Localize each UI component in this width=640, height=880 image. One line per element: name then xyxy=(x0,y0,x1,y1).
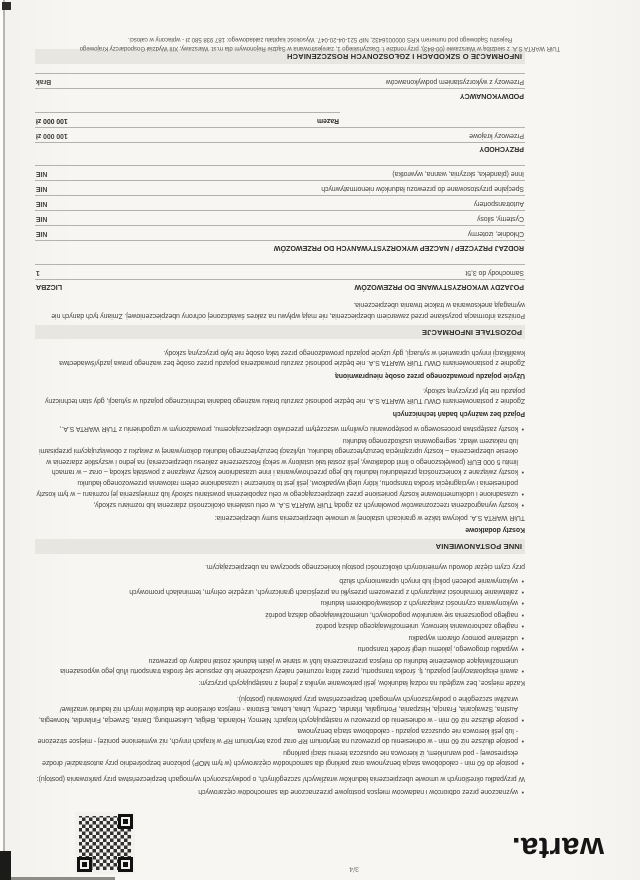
paragraph: Zgodnie z postanowieniami OWU TUiR WARTA S.A. nie będzie podnosić zarzutu braku ważnego badania technicznego pojazdu w sytuacji, gdy stan techniczny pojazdu nie był przyczyną szkody. xyxy=(45,387,525,405)
total-label: Razem xyxy=(317,116,339,124)
column-header: POJAZDY WYKORZYSTYWANE DO PRZEWOZÓW xyxy=(354,282,524,292)
bullet-item: • udzielanie pomocy ofiarom wypadku xyxy=(35,631,525,641)
row-label: Inne (plandeka, skrzynia, wanna, wywrotka) xyxy=(392,170,524,178)
paragraph: W przypadku określonych w umowie ubezpieczenia ładunków wrażliwych/ szczególnych, o podwyższonych wymogach bezpieczeństwa przy parkowania (postoju): xyxy=(36,774,525,782)
row-label: Samochody do 3,5t xyxy=(465,268,524,276)
qr-finder-icon xyxy=(118,857,133,872)
table-row xyxy=(35,127,525,142)
qr-finder-icon xyxy=(77,857,92,872)
footer-line: TUiR WARTA S.A. z siedzibą w Warszawie (00-843), przy rondzie I. Daszyńskiego 1, zarejestrowana w Sądzie Rejonowym dla m.st. Warszawy, XIII Wydział Gospodarczy Krajowego xyxy=(79,45,561,52)
bullet-item: • koszty wynagrodzenia rzeczoznawców powołanych za zgodą TUiR WARTA S.A. w celu ustalenia okoliczności zdarzenia lub rozmiaru szkody, xyxy=(35,499,525,509)
table-row xyxy=(35,180,525,195)
row-label: Autotransportery xyxy=(473,200,524,208)
row-label: Przewozy z wykorzystaniem podwykonawców xyxy=(385,77,524,85)
bullet-item: • koszty związane z koniecznością przeładunku ładunku lub jego przechowywania i inne uzasadnione koszty związane z powstałą szkodą – oraz – w ramach limitu 5 000 EUR (powiększonego o limit dodatkowy, jeśli został taki ustalony w sekcji Rozszerzenie zakresu ubezpieczenia) na jedno i wszystkie zdarzenia w okresie ubezpieczenia – koszty uprzątnięcia bezużytecznego ładunku, utylizacji bezużytecznego ładunku dokonywanej w związku z obowiązującymi przepisami lub nakazem władz, segregowania uszkodzonego ładunku xyxy=(35,434,525,476)
company-footer xyxy=(70,35,570,52)
qr-code-icon xyxy=(75,812,135,874)
paragraph: Poniższa informacja pozyskane przed zawarciem ubezpieczenia, nie mają wpływu na zakres świadczonej ochrony ubezpieczeniowej. Zmiany tych danych nie wymagają aneksowania w trakcie trwania ubezpieczenia. xyxy=(51,301,525,319)
column-header: PRZYCHODY xyxy=(479,145,524,155)
subsection-title: Koszty dodatkowe xyxy=(465,525,525,533)
bullet-item: • nagłego zachorowania kierowcy, uniemożliwiającego dalszą podróż xyxy=(35,620,525,630)
document-body xyxy=(35,44,525,796)
trailers-table xyxy=(35,166,525,255)
row-value: 100 000 zł xyxy=(36,131,68,139)
bullet-item: • postoje dłuższe niż 60 min - w odniesieniu do przewozu w następujących krajach: Niemcy, Holandia, Belgia, Luksemburg, Dania, Szwecja, Finlandia, Norwegia, Austria, Szwajcaria, Francja, Hiszpania, Portugalia, Irlandia, Czechy, Litwa, Łotwa, Estonia - miejsca określone dla ładunków innych niż ładunki wrażliwe/ wrażliwi szczególne o podwyższonych wymogach bezpieczeństwa przy parkowaniu (postoju). xyxy=(35,692,525,723)
table-header-row xyxy=(35,240,525,255)
row-value: NIE xyxy=(36,170,48,178)
table-row xyxy=(35,210,525,225)
table-row xyxy=(35,73,525,88)
section-band-claims: INFORMACJE O SZKODACH I ZGŁOSZONYCH ROSZCZENIACH xyxy=(35,49,525,64)
section-band-other-provisions: INNE POSTANOWIENIA xyxy=(35,539,525,554)
bullet-item: • koszty zastępstwa procesowego w postępowaniu cywilnym wszczętym przeciwko ubezpieczającemu, prowadzonym w uzgodnieniu z TUiR WARTA S.A., xyxy=(35,423,525,433)
bullet-item: • załatwianie formalności związanych z przewozem przesyłki na przejściach granicznych, urzędzie celnym, terminalach promowych xyxy=(35,586,525,596)
row-label: Przewozy krajowe xyxy=(469,131,524,139)
vehicles-table xyxy=(35,264,525,294)
table-row xyxy=(35,225,525,240)
row-value: 1 xyxy=(36,268,40,276)
table-header-row xyxy=(35,142,525,157)
table-total-row xyxy=(35,112,340,127)
bullet-item: • wykonywania czynności związanych z dostawą/odbiorem ładunku xyxy=(35,597,525,607)
bullet-item: • nagłego pogorszenia się warunków pogodowych, uniemożliwiającego dalszą podróż xyxy=(35,609,525,619)
subcontractors-table xyxy=(35,73,525,103)
row-label: Specjalne przystosowane do przewozu ładunków nienormatywnych xyxy=(321,185,524,193)
bullet-item: • awarii eksploatacyjnej pojazdu, tj. środka transportu, przez którą rozumieć należy uszkodzenie lub zepsucie się środka transportu i/lub jego wyposażenia uniemożliwiające dowiezienie ładunku do miejsca przeznaczenia lub/i w stanie w jakim ładunek został nadany do przewozu xyxy=(35,654,525,675)
row-value: NIE xyxy=(36,230,48,238)
paragraph: przy czym ciężar dowodu wymienionych okoliczności postoju koniecznego spoczywa na ubezpieczającym. xyxy=(205,563,525,571)
table-header-row xyxy=(35,279,525,294)
warta-logo: warta. xyxy=(511,831,604,866)
page-number: 3/4 xyxy=(349,865,359,872)
footer-line: Rejestru Sądowego pod numerem KRS 0000016432, NIP 521-04-20-047. Wysokość kapitału zakładowego: 187 938 580 zł - wpłacony w całości. xyxy=(127,36,513,44)
column-header: LICZBA xyxy=(36,282,63,292)
row-value: NIE xyxy=(36,215,48,223)
parking-rules-list xyxy=(35,692,525,767)
bullet-item: • postoje do 60 min - całodobowa stacja benzynowa oraz parkingi dla samochodów ciężarowych (w tym MOP) położone bezpośrednio przy autostradzie/ drodze ekspresowej - pod warunkiem, iż kierowca nie opuszcza terenu stacji parkingu xyxy=(35,746,525,767)
column-header: PODWYKONAWCY xyxy=(459,91,524,101)
row-value: NIE xyxy=(36,200,48,208)
parking-reasons-list xyxy=(35,574,525,675)
additional-costs-list xyxy=(35,423,525,509)
qr-finder-icon xyxy=(118,814,133,829)
paragraph: Zgodnie z postanowieniami OWU TUiR WARTA S.A. nie będzie podnosić zarzutu prowadzenia pojazdu przez osobę bez ważnego prawa jazdy/świadectwa kwalifikacji innych uprawnień w sytuacji, gdy użycie pojazdu prowadzonego przez taką osobę nie było przyczyną szkody. xyxy=(59,348,525,367)
table-row xyxy=(35,166,525,181)
income-table xyxy=(35,112,525,157)
bullet-item: • wykonywanie poleceń policji lub innych uprawnionych służb xyxy=(35,574,525,584)
bullet-item: • postoje dłuższe niż 60 min - w odniesieniu do przewozu na terytorium RP oraz poza terytorium RP w krajach innych, niż wymienione poniżej - miejsce strzeżone - lub jeśli kierowca nie opuszcza pojazdu - całodobowa stacja benzynowa xyxy=(35,725,525,746)
subsection-title: Pojazd bez ważnych badań technicznych xyxy=(392,409,525,417)
subsection-title: Użycie pojazdu prowadzonego przez osobę nieuprawnioną xyxy=(335,371,525,379)
row-value: Brak xyxy=(36,77,52,85)
table-row xyxy=(35,264,525,279)
parking-designated-list xyxy=(35,786,525,796)
bullet-item: • uzasadnione i udokumentowane koszty poniesione przez ubezpieczającego w celu zapobieżenia powstaniu szkody lub zmniejszenia jej rozmiaru – w tym koszty podniesienia i wyciągnięcia środka transportu, który uległ wypadkowi, jeśli jest to konieczne i uzasadnione celem ratowania przewożonego ładunku xyxy=(35,477,525,498)
column-header: RODZAJ PRZYCZEP / NACZEP WYKORZYSTYWANYCH DO PRZEWOZÓW xyxy=(273,243,524,253)
section-band-remaining-info: POZOSTAŁE INFORMACJE xyxy=(35,325,525,340)
bullet-item: • wyznaczone przez odbiorców i nadawców miejsca postojowe przeznaczone dla samochodów ciężarowych xyxy=(35,786,525,796)
table-header-row xyxy=(35,88,525,103)
paragraph: Każde miejsce, bez względu na rodzaj ładunków, jeśli parkowanie wynika z jednej z następujących przyczyn: xyxy=(198,679,525,687)
table-row xyxy=(35,195,525,210)
paragraph: TUiR WARTA S.A. pokrywa także w granicach ustalonej w umowie ubezpieczenia sumy ubezpieczenia: xyxy=(214,513,525,521)
row-value: NIE xyxy=(36,185,48,193)
row-label: Cysterny, silosy xyxy=(477,215,524,223)
bullet-item: • wypadku drogowego, jakiemu uległ środek transportu xyxy=(35,643,525,653)
total-value: 100 000 zł xyxy=(36,116,68,124)
row-label: Chłodnie, izotermy xyxy=(467,230,524,238)
